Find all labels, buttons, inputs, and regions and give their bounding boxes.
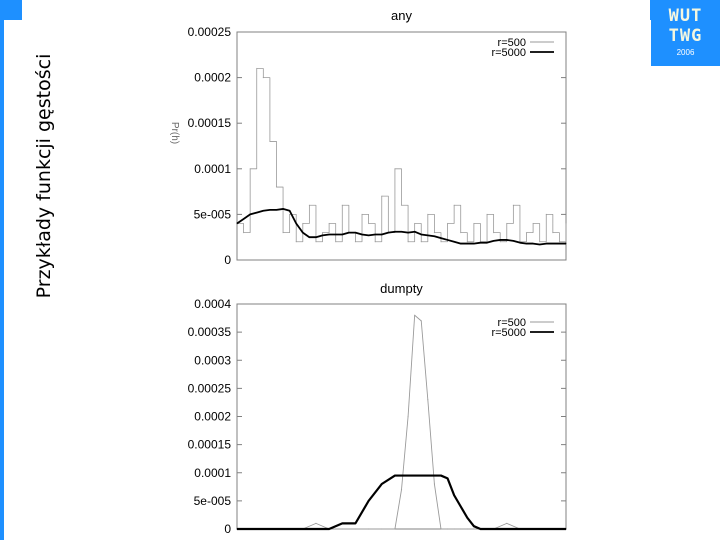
data-point (500, 239, 501, 240)
data-point (493, 232, 494, 233)
y-tick-label: 5e-005 (193, 207, 231, 222)
data-point (493, 528, 494, 529)
data-point (467, 243, 468, 244)
data-point (414, 475, 415, 476)
data-point (434, 236, 435, 237)
data-point (296, 223, 297, 224)
data-point (454, 241, 455, 242)
data-point (434, 475, 435, 476)
chart-dumpty (188, 281, 567, 536)
data-point (539, 241, 540, 242)
data-point (421, 234, 422, 235)
data-point (526, 243, 527, 244)
y-tick-label: 0.00025 (187, 381, 231, 396)
data-point (401, 489, 402, 490)
data-point (519, 528, 520, 529)
data-point (500, 241, 501, 242)
y-tick-label: 0.00015 (187, 116, 231, 131)
data-point (276, 186, 277, 187)
data-point (526, 232, 527, 233)
data-point (480, 242, 481, 243)
data-point (454, 205, 455, 206)
data-point (322, 232, 323, 233)
data-point (467, 241, 468, 242)
data-point (414, 231, 415, 232)
data-point (368, 235, 369, 236)
y-tick-label: 0 (224, 253, 231, 267)
data-point (236, 223, 237, 224)
data-point (434, 232, 435, 233)
data-point (421, 475, 422, 476)
data-point (361, 234, 362, 235)
data-point (401, 205, 402, 206)
data-point (315, 523, 316, 524)
series-r5000-line (237, 209, 566, 245)
data-point (342, 528, 343, 529)
data-point (256, 68, 257, 69)
data-point (361, 214, 362, 215)
data-point (342, 523, 343, 524)
data-point (440, 241, 441, 242)
data-point (394, 528, 395, 529)
data-point (493, 240, 494, 241)
data-point (533, 528, 534, 529)
data-point (296, 241, 297, 242)
data-point (368, 500, 369, 501)
data-point (539, 244, 540, 245)
data-point (401, 475, 402, 476)
plot-frame (237, 32, 566, 260)
data-point (401, 231, 402, 232)
data-point (394, 168, 395, 169)
data-point (552, 243, 553, 244)
data-point (315, 528, 316, 529)
data-point (546, 214, 547, 215)
data-point (302, 223, 303, 224)
data-point (440, 475, 441, 476)
data-point (506, 223, 507, 224)
y-tick-label: 0.00035 (187, 325, 231, 340)
data-point (460, 243, 461, 244)
data-point (447, 223, 448, 224)
data-point (276, 528, 277, 529)
data-point (263, 77, 264, 78)
data-point (342, 234, 343, 235)
data-point (506, 528, 507, 529)
data-point (368, 528, 369, 529)
data-point (381, 528, 382, 529)
data-point (565, 528, 566, 529)
logo-line-2: TWG (668, 26, 703, 46)
data-point (276, 209, 277, 210)
data-point (447, 239, 448, 240)
data-point (289, 528, 290, 529)
data-point (460, 506, 461, 507)
data-point (250, 528, 251, 529)
data-point (329, 223, 330, 224)
data-point (309, 205, 310, 206)
y-tick-label: 5e-005 (193, 493, 231, 508)
data-point (315, 237, 316, 238)
data-point (322, 235, 323, 236)
data-point (282, 232, 283, 233)
data-point (519, 242, 520, 243)
data-point (407, 475, 408, 476)
data-point (381, 196, 382, 197)
data-point (355, 523, 356, 524)
legend-label: r=500 (497, 37, 526, 49)
data-point (243, 218, 244, 219)
data-point (250, 214, 251, 215)
data-point (480, 528, 481, 529)
data-point (467, 517, 468, 518)
series-r500-line (237, 315, 566, 529)
data-point (454, 495, 455, 496)
data-point (552, 232, 553, 233)
data-point (486, 214, 487, 215)
y-tick-label: 0.0002 (194, 70, 231, 85)
legend-label: r=500 (497, 317, 526, 329)
data-point (375, 241, 376, 242)
logo-year: 2006 (676, 48, 695, 57)
data-point (302, 232, 303, 233)
data-point (348, 232, 349, 233)
data-point (250, 168, 251, 169)
data-point (388, 232, 389, 233)
data-point (394, 231, 395, 232)
legend-label: r=5000 (491, 47, 526, 59)
legend-label: r=5000 (491, 327, 526, 339)
data-point (434, 483, 435, 484)
data-point (329, 234, 330, 235)
data-point (473, 528, 474, 529)
data-point (335, 234, 336, 235)
data-point (289, 214, 290, 215)
y-tick-label: 0.0002 (194, 409, 231, 424)
data-point (309, 237, 310, 238)
data-point (421, 241, 422, 242)
data-point (243, 232, 244, 233)
data-point (329, 528, 330, 529)
data-point (368, 223, 369, 224)
data-point (236, 528, 237, 529)
data-point (394, 475, 395, 476)
y-tick-label: 0.0004 (194, 297, 231, 311)
chart-title: any (391, 8, 412, 23)
data-point (381, 234, 382, 235)
data-point (533, 243, 534, 244)
data-point (407, 241, 408, 242)
data-point (546, 528, 547, 529)
data-point (460, 528, 461, 529)
data-point (473, 526, 474, 527)
data-point (375, 234, 376, 235)
data-point (355, 241, 356, 242)
data-point (355, 232, 356, 233)
data-point (559, 241, 560, 242)
data-point (269, 209, 270, 210)
data-point (421, 320, 422, 321)
chart-any (169, 8, 567, 267)
chart-title: dumpty (380, 281, 423, 296)
y-tick-label: 0 (224, 522, 231, 536)
data-point (454, 528, 455, 529)
data-point (460, 232, 461, 233)
series-r5000-line (237, 476, 566, 529)
y-tick-label: 0.0001 (194, 465, 231, 480)
data-point (506, 239, 507, 240)
data-point (381, 483, 382, 484)
data-point (565, 223, 566, 224)
y-axis-label: Pr(h) (169, 121, 180, 145)
data-point (427, 475, 428, 476)
data-point (263, 528, 264, 529)
data-point (289, 210, 290, 211)
data-point (427, 214, 428, 215)
data-point (263, 210, 264, 211)
data-point (407, 416, 408, 417)
data-point (440, 528, 441, 529)
data-point (407, 232, 408, 233)
data-point (335, 241, 336, 242)
data-point (440, 238, 441, 239)
data-point (565, 243, 566, 244)
data-point (414, 223, 415, 224)
y-tick-label: 0.00025 (187, 25, 231, 39)
data-point (486, 242, 487, 243)
data-point (342, 205, 343, 206)
data-point (427, 399, 428, 400)
data-point (447, 528, 448, 529)
slide-title: Przykłady funkcji gęstości (33, 53, 55, 299)
data-point (302, 528, 303, 529)
data-point (467, 528, 468, 529)
data-point (414, 315, 415, 316)
data-point (559, 243, 560, 244)
data-point (355, 528, 356, 529)
y-tick-label: 0.0001 (194, 161, 231, 176)
logo-line-1: WUT (668, 6, 703, 26)
data-point (427, 235, 428, 236)
y-tick-label: 0.00015 (187, 437, 231, 452)
y-tick-label: 0.0003 (194, 353, 231, 368)
data-point (256, 212, 257, 213)
data-point (513, 240, 514, 241)
data-point (315, 241, 316, 242)
data-point (447, 478, 448, 479)
data-point (513, 205, 514, 206)
data-point (473, 243, 474, 244)
data-point (506, 523, 507, 524)
data-point (282, 208, 283, 209)
data-point (546, 243, 547, 244)
data-point (473, 223, 474, 224)
series-r500-line (237, 68, 566, 241)
data-point (533, 223, 534, 224)
data-point (269, 141, 270, 142)
